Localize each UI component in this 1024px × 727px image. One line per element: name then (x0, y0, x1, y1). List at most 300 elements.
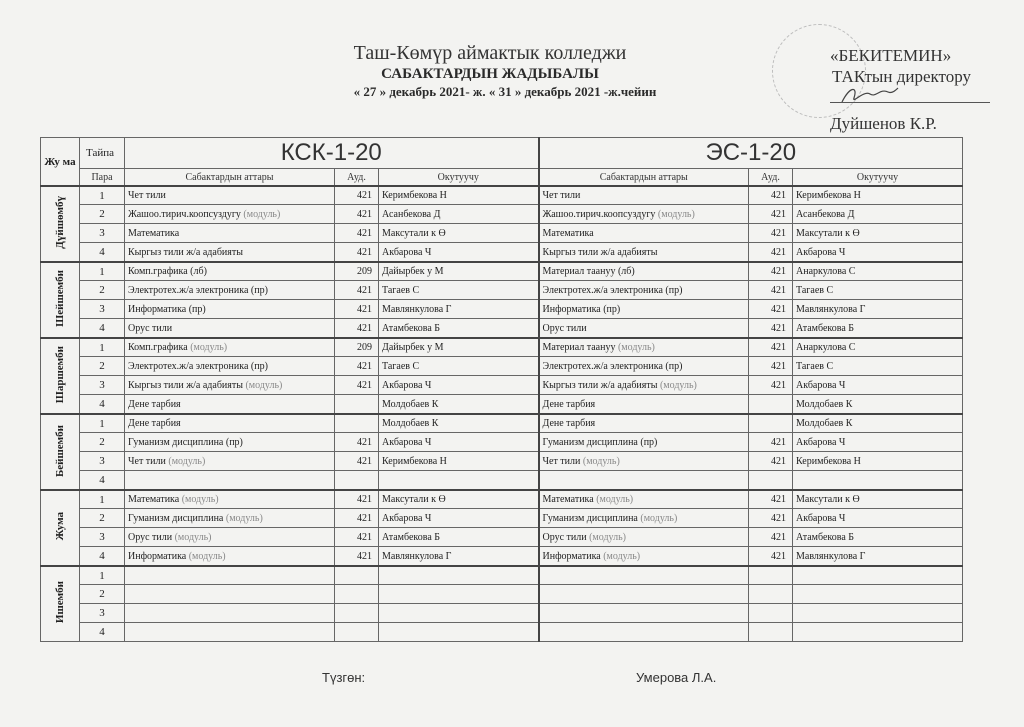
aud-header-1: Ауд. (335, 169, 379, 187)
teacher-1-text: Атамбекова Б (382, 322, 440, 334)
subject-1 (125, 300, 335, 319)
subject-1 (125, 395, 335, 415)
teacher-2-text: Мавлянкулова Г (796, 550, 866, 562)
lesson-number (80, 547, 125, 567)
room-1 (335, 604, 379, 623)
table-row (41, 224, 963, 243)
day-label: Дүйшөмбү (54, 196, 66, 249)
teacher-1 (379, 452, 539, 471)
para-header: Пара (80, 169, 125, 187)
subject-1 (125, 433, 335, 452)
subject-1 (125, 205, 335, 224)
subject-1 (125, 509, 335, 528)
subject-1-text: Чет тили (128, 455, 166, 467)
lesson-number (80, 300, 125, 319)
teacher-1 (379, 566, 539, 585)
group-1-name: КСК-1-20 (125, 138, 539, 169)
module-tag: (модуль) (617, 342, 655, 353)
module-tag: (модуль) (582, 455, 620, 467)
subject-1-text: Гуманизм дисциплина (пр) (128, 436, 243, 448)
approve-label: «БЕКИТЕМИН» (830, 46, 952, 65)
subjects-header-2: Сабактардын аттары (539, 169, 749, 187)
subject-1 (125, 490, 335, 509)
subject-2 (539, 509, 749, 528)
schedule-dates: « 27 » декабрь 2021- ж. « 31 » декабрь 2021 -ж.чейин (353, 84, 657, 99)
lesson-number (80, 205, 125, 224)
subject-1-text: Информатика (128, 550, 187, 562)
subject-2 (539, 262, 749, 281)
subject-1 (125, 357, 335, 376)
lesson-number (80, 604, 125, 623)
room-2-text: 421 (771, 360, 786, 372)
subject-2 (539, 357, 749, 376)
room-1-text: 421 (357, 494, 372, 505)
subject-1-text: Электротех.ж/а электроника (пр) (128, 284, 268, 296)
table-row (41, 376, 963, 395)
room-1 (335, 376, 379, 395)
compiled-by-name: Умерова Л.А. (636, 670, 717, 685)
table-row (41, 623, 963, 642)
table-row (41, 205, 963, 224)
lesson-number (80, 623, 125, 642)
subject-1 (125, 262, 335, 281)
room-2 (749, 566, 793, 585)
teacher-1 (379, 281, 539, 300)
room-2 (749, 262, 793, 281)
room-1-text: 421 (357, 531, 372, 543)
room-1-text: 421 (357, 360, 372, 372)
room-1-text: 421 (357, 455, 372, 467)
teacher-1-text: Керимбекова Н (382, 455, 447, 467)
table-row (41, 186, 963, 205)
subject-1 (125, 281, 335, 300)
lesson-number (80, 528, 125, 547)
teacher-2 (793, 357, 963, 376)
group-2-name: ЭС-1-20 (539, 138, 963, 169)
signature-line (830, 102, 990, 103)
teacher-1-text: Керимбекова Н (382, 190, 447, 201)
director-name: Дуйшенов К.Р. (830, 114, 937, 133)
lesson-number (80, 471, 125, 491)
lesson-number-text: 3 (99, 379, 105, 391)
lesson-number-text: 1 (99, 189, 105, 202)
lesson-number (80, 395, 125, 415)
room-2-text: 421 (771, 512, 786, 524)
room-2 (749, 205, 793, 224)
room-2 (749, 509, 793, 528)
teacher-2 (793, 604, 963, 623)
subject-2 (539, 452, 749, 471)
subject-2-text: Математика (542, 494, 594, 505)
day-label-cell (41, 262, 80, 338)
lesson-number (80, 262, 125, 281)
teacher-2 (793, 433, 963, 452)
subject-2-text: Кыргыз тили ж/а адабияты (542, 379, 658, 391)
module-tag: (модуль) (225, 512, 263, 524)
schedule-title: САБАКТАРДЫН ЖАДЫБАЛЫ (381, 66, 599, 82)
lesson-number (80, 566, 125, 585)
subject-1 (125, 224, 335, 243)
lesson-number (80, 281, 125, 300)
teacher-header-2: Окутуучу (793, 169, 963, 187)
lesson-number (80, 376, 125, 395)
teacher-2 (793, 623, 963, 642)
schedule-table (40, 137, 963, 642)
module-tag: (модуль) (659, 379, 697, 391)
subject-2 (539, 224, 749, 243)
subject-2-text: Гуманизм дисциплина (пр) (542, 436, 658, 448)
teacher-1-text: Дайырбек у М (382, 342, 444, 353)
teacher-2 (793, 585, 963, 604)
teacher-2 (793, 319, 963, 339)
teacher-2 (793, 566, 963, 585)
teacher-1 (379, 357, 539, 376)
module-tag: (модуль) (245, 379, 283, 391)
room-2 (749, 376, 793, 395)
lesson-number (80, 338, 125, 357)
room-2 (749, 585, 793, 604)
subject-1 (125, 243, 335, 263)
table-row (41, 243, 963, 263)
teacher-1-text: Мавлянкулова Г (382, 303, 452, 315)
lesson-number-text: 4 (99, 246, 105, 258)
day-label: Шейшемби (54, 270, 66, 327)
subject-1 (125, 623, 335, 642)
lesson-number-text: 1 (99, 493, 105, 506)
room-2-text: 421 (771, 494, 786, 505)
room-2 (749, 319, 793, 339)
teacher-1-text: Акбарова Ч (382, 512, 432, 524)
compiled-by-label: Түзгөн: (322, 670, 366, 685)
teacher-1 (379, 490, 539, 509)
subject-2 (539, 547, 749, 567)
teacher-2-text: Акбарова Ч (796, 246, 846, 258)
lesson-number-text: 3 (99, 303, 105, 315)
day-column-header: Жу ма (41, 138, 80, 187)
lesson-number-text: 2 (99, 284, 105, 296)
subject-1 (125, 452, 335, 471)
room-1-text: 421 (357, 550, 372, 562)
room-2-text: 421 (771, 379, 786, 391)
day-label: Шаршемби (54, 345, 66, 404)
teacher-1 (379, 414, 539, 433)
subject-1-text: Кыргыз тили ж/а адабияты (128, 379, 243, 391)
room-1 (335, 509, 379, 528)
lesson-number-text: 4 (99, 626, 105, 638)
teacher-1 (379, 338, 539, 357)
room-1-text: 209 (357, 342, 372, 353)
lesson-number-text: 2 (99, 436, 105, 448)
subject-2-text: Орус тили (542, 322, 587, 334)
table-row (41, 395, 963, 415)
subject-1 (125, 528, 335, 547)
subject-2-text: Информатика (542, 550, 601, 562)
module-tag: (модуль) (188, 550, 226, 562)
teacher-1 (379, 509, 539, 528)
teacher-1 (379, 395, 539, 415)
room-2 (749, 414, 793, 433)
teacher-2-text: Керимбекова Н (796, 455, 861, 467)
lesson-number (80, 319, 125, 339)
subject-1-text: Дене тарбия (128, 418, 181, 429)
table-row (41, 414, 963, 433)
subject-2-text: Дене тарбия (542, 418, 596, 429)
subject-1-text: Чет тили (128, 190, 166, 201)
table-row (41, 433, 963, 452)
subject-1-text: Математика (128, 494, 180, 505)
lesson-number-text: 3 (99, 227, 105, 239)
teacher-1 (379, 547, 539, 567)
teacher-1-text: Асанбекова Д (382, 208, 441, 220)
room-2-text: 421 (771, 436, 786, 448)
teacher-1-text: Акбарова Ч (382, 379, 432, 391)
subject-1-text: Комп.графика (128, 342, 188, 353)
table-row (41, 471, 963, 491)
subject-2 (539, 604, 749, 623)
subject-2-text: Жашоо.тирич.коопсуздугу (542, 208, 656, 220)
teacher-2 (793, 414, 963, 433)
teacher-2-text: Анаркулова С (796, 266, 856, 277)
teacher-1-text: Акбарова Ч (382, 246, 432, 258)
table-row (41, 262, 963, 281)
room-2-text: 421 (771, 342, 786, 353)
lesson-number-text: 3 (99, 531, 105, 543)
lesson-number-text: 2 (99, 208, 105, 220)
teacher-1 (379, 205, 539, 224)
teacher-1-text: Молдобаев К (382, 418, 439, 429)
aud-header-2: Ауд. (749, 169, 793, 187)
subject-2 (539, 300, 749, 319)
teacher-1 (379, 471, 539, 491)
teacher-2-text: Атамбекова Б (796, 531, 854, 543)
subject-2 (539, 376, 749, 395)
room-2 (749, 604, 793, 623)
teacher-1 (379, 224, 539, 243)
room-1-text: 421 (357, 284, 372, 296)
room-1 (335, 262, 379, 281)
room-1 (335, 357, 379, 376)
teacher-1-text: Атамбекова Б (382, 531, 440, 543)
teacher-2-text: Мавлянкулова Г (796, 303, 866, 315)
room-2 (749, 490, 793, 509)
teacher-1 (379, 623, 539, 642)
room-2-text: 421 (771, 550, 786, 562)
room-2 (749, 471, 793, 491)
lesson-number-text: 4 (99, 398, 105, 410)
teacher-2 (793, 547, 963, 567)
teacher-2 (793, 300, 963, 319)
room-1 (335, 224, 379, 243)
room-1-text: 421 (357, 227, 372, 239)
subject-1 (125, 376, 335, 395)
subject-2 (539, 319, 749, 339)
lesson-number (80, 224, 125, 243)
teacher-2-text: Акбарова Ч (796, 436, 846, 448)
teacher-1 (379, 433, 539, 452)
subject-2 (539, 585, 749, 604)
subject-1 (125, 585, 335, 604)
room-1 (335, 243, 379, 263)
room-2-text: 421 (771, 208, 786, 220)
room-1-text: 421 (357, 322, 372, 334)
subject-2-text: Математика (542, 227, 594, 239)
room-1 (335, 319, 379, 339)
day-label-cell (41, 414, 80, 490)
subject-2-text: Материал таануу (лб) (542, 266, 635, 277)
room-2 (749, 452, 793, 471)
subject-2-text: Информатика (пр) (542, 303, 621, 315)
lesson-number (80, 357, 125, 376)
room-1 (335, 338, 379, 357)
lesson-number-text: 1 (99, 265, 105, 278)
teacher-1 (379, 376, 539, 395)
room-2 (749, 395, 793, 415)
lesson-number-text: 3 (99, 607, 105, 619)
subject-2-text: Электротех.ж/а электроника (пр) (542, 360, 683, 372)
teacher-1 (379, 300, 539, 319)
room-2-text: 421 (771, 455, 786, 467)
lesson-number-text: 1 (99, 569, 105, 582)
room-2 (749, 300, 793, 319)
room-2-text: 421 (771, 266, 786, 277)
subject-1 (125, 566, 335, 585)
teacher-1 (379, 604, 539, 623)
room-1 (335, 471, 379, 491)
teacher-2 (793, 281, 963, 300)
day-label-cell (41, 338, 80, 414)
room-1-text: 421 (357, 512, 372, 524)
room-2-text: 421 (771, 246, 786, 258)
teacher-2 (793, 338, 963, 357)
subject-2 (539, 281, 749, 300)
room-2 (749, 338, 793, 357)
teacher-2 (793, 490, 963, 509)
table-row (41, 490, 963, 509)
subject-1 (125, 186, 335, 205)
subject-1-text: Дене тарбия (128, 398, 181, 410)
subject-2 (539, 566, 749, 585)
lesson-number (80, 243, 125, 263)
day-label: Ишемби (54, 581, 66, 624)
day-label-cell (41, 566, 80, 642)
subject-1 (125, 471, 335, 491)
teacher-1-text: Тагаев С (382, 284, 420, 296)
teacher-1-text: Максутали к Ө (382, 494, 446, 505)
day-label: Жума (54, 512, 66, 541)
table-row (41, 509, 963, 528)
table-row (41, 604, 963, 623)
subject-2 (539, 433, 749, 452)
teacher-2 (793, 471, 963, 491)
subject-1 (125, 547, 335, 567)
room-2 (749, 243, 793, 263)
subject-1-text: Гуманизм дисциплина (128, 512, 224, 524)
table-row (41, 357, 963, 376)
table-row (41, 547, 963, 567)
module-tag: (модуль) (657, 208, 695, 220)
table-row (41, 528, 963, 547)
teacher-2 (793, 243, 963, 263)
module-tag: (модуль) (603, 550, 641, 562)
lesson-number (80, 414, 125, 433)
teacher-2-text: Молдобаев К (796, 398, 853, 410)
teacher-2 (793, 224, 963, 243)
module-tag: (модуль) (589, 531, 626, 543)
teacher-2 (793, 186, 963, 205)
teacher-2-text: Асанбекова Д (796, 208, 855, 220)
lesson-number-text: 3 (99, 455, 105, 467)
table-row (41, 338, 963, 357)
subject-1-text: Жашоо.тирич.коопсуздугу (128, 208, 241, 220)
subject-2 (539, 395, 749, 415)
teacher-2 (793, 376, 963, 395)
room-2 (749, 186, 793, 205)
room-2-text: 421 (771, 190, 786, 201)
table-row (41, 585, 963, 604)
module-tag: (модуль) (181, 494, 219, 505)
room-1 (335, 452, 379, 471)
module-tag: (модуль) (174, 531, 212, 543)
teacher-1-text: Молдобаев К (382, 398, 439, 410)
lesson-number-text: 1 (99, 341, 105, 354)
room-1-text: 421 (357, 379, 372, 391)
room-2 (749, 547, 793, 567)
subject-2-text: Электротех.ж/а электроника (пр) (542, 284, 683, 296)
lesson-number-text: 4 (99, 474, 105, 486)
teacher-2-text: Керимбекова Н (796, 190, 861, 201)
subject-2 (539, 471, 749, 491)
subject-1 (125, 319, 335, 339)
teacher-1 (379, 319, 539, 339)
subject-1-text: Орус тили (128, 322, 173, 334)
table-row (41, 452, 963, 471)
lesson-number-text: 2 (99, 512, 105, 524)
teacher-header-1: Окутуучу (379, 169, 539, 187)
room-1 (335, 300, 379, 319)
day-label-cell (41, 490, 80, 566)
teacher-2-text: Атамбекова Б (796, 322, 854, 334)
subject-1-text: Математика (128, 227, 180, 239)
teacher-1-text: Тагаев С (382, 360, 420, 372)
room-1 (335, 528, 379, 547)
teacher-2 (793, 509, 963, 528)
subject-1-text: Информатика (пр) (128, 303, 206, 315)
room-1 (335, 281, 379, 300)
teacher-1 (379, 262, 539, 281)
subject-2 (539, 414, 749, 433)
room-2 (749, 281, 793, 300)
room-2 (749, 224, 793, 243)
room-1 (335, 547, 379, 567)
module-tag: (модуль) (190, 342, 228, 353)
lesson-number-text: 1 (99, 417, 105, 430)
subject-2-text: Чет тили (542, 455, 581, 467)
teacher-1-text: Мавлянкулова Г (382, 550, 452, 562)
director-label: ТАКтын директору (832, 67, 972, 86)
teacher-2-text: Тагаев С (796, 360, 834, 372)
teacher-2-text: Максутали к Ө (796, 494, 860, 505)
subject-2 (539, 338, 749, 357)
room-1-text: 421 (357, 303, 372, 315)
room-2-text: 421 (771, 531, 786, 543)
day-label: Бейшемби (54, 424, 66, 477)
subject-2-text: Чет тили (542, 190, 581, 201)
module-tag: (модуль) (168, 455, 206, 467)
room-2 (749, 623, 793, 642)
room-2 (749, 357, 793, 376)
module-tag: (модуль) (596, 494, 634, 505)
room-1 (335, 566, 379, 585)
